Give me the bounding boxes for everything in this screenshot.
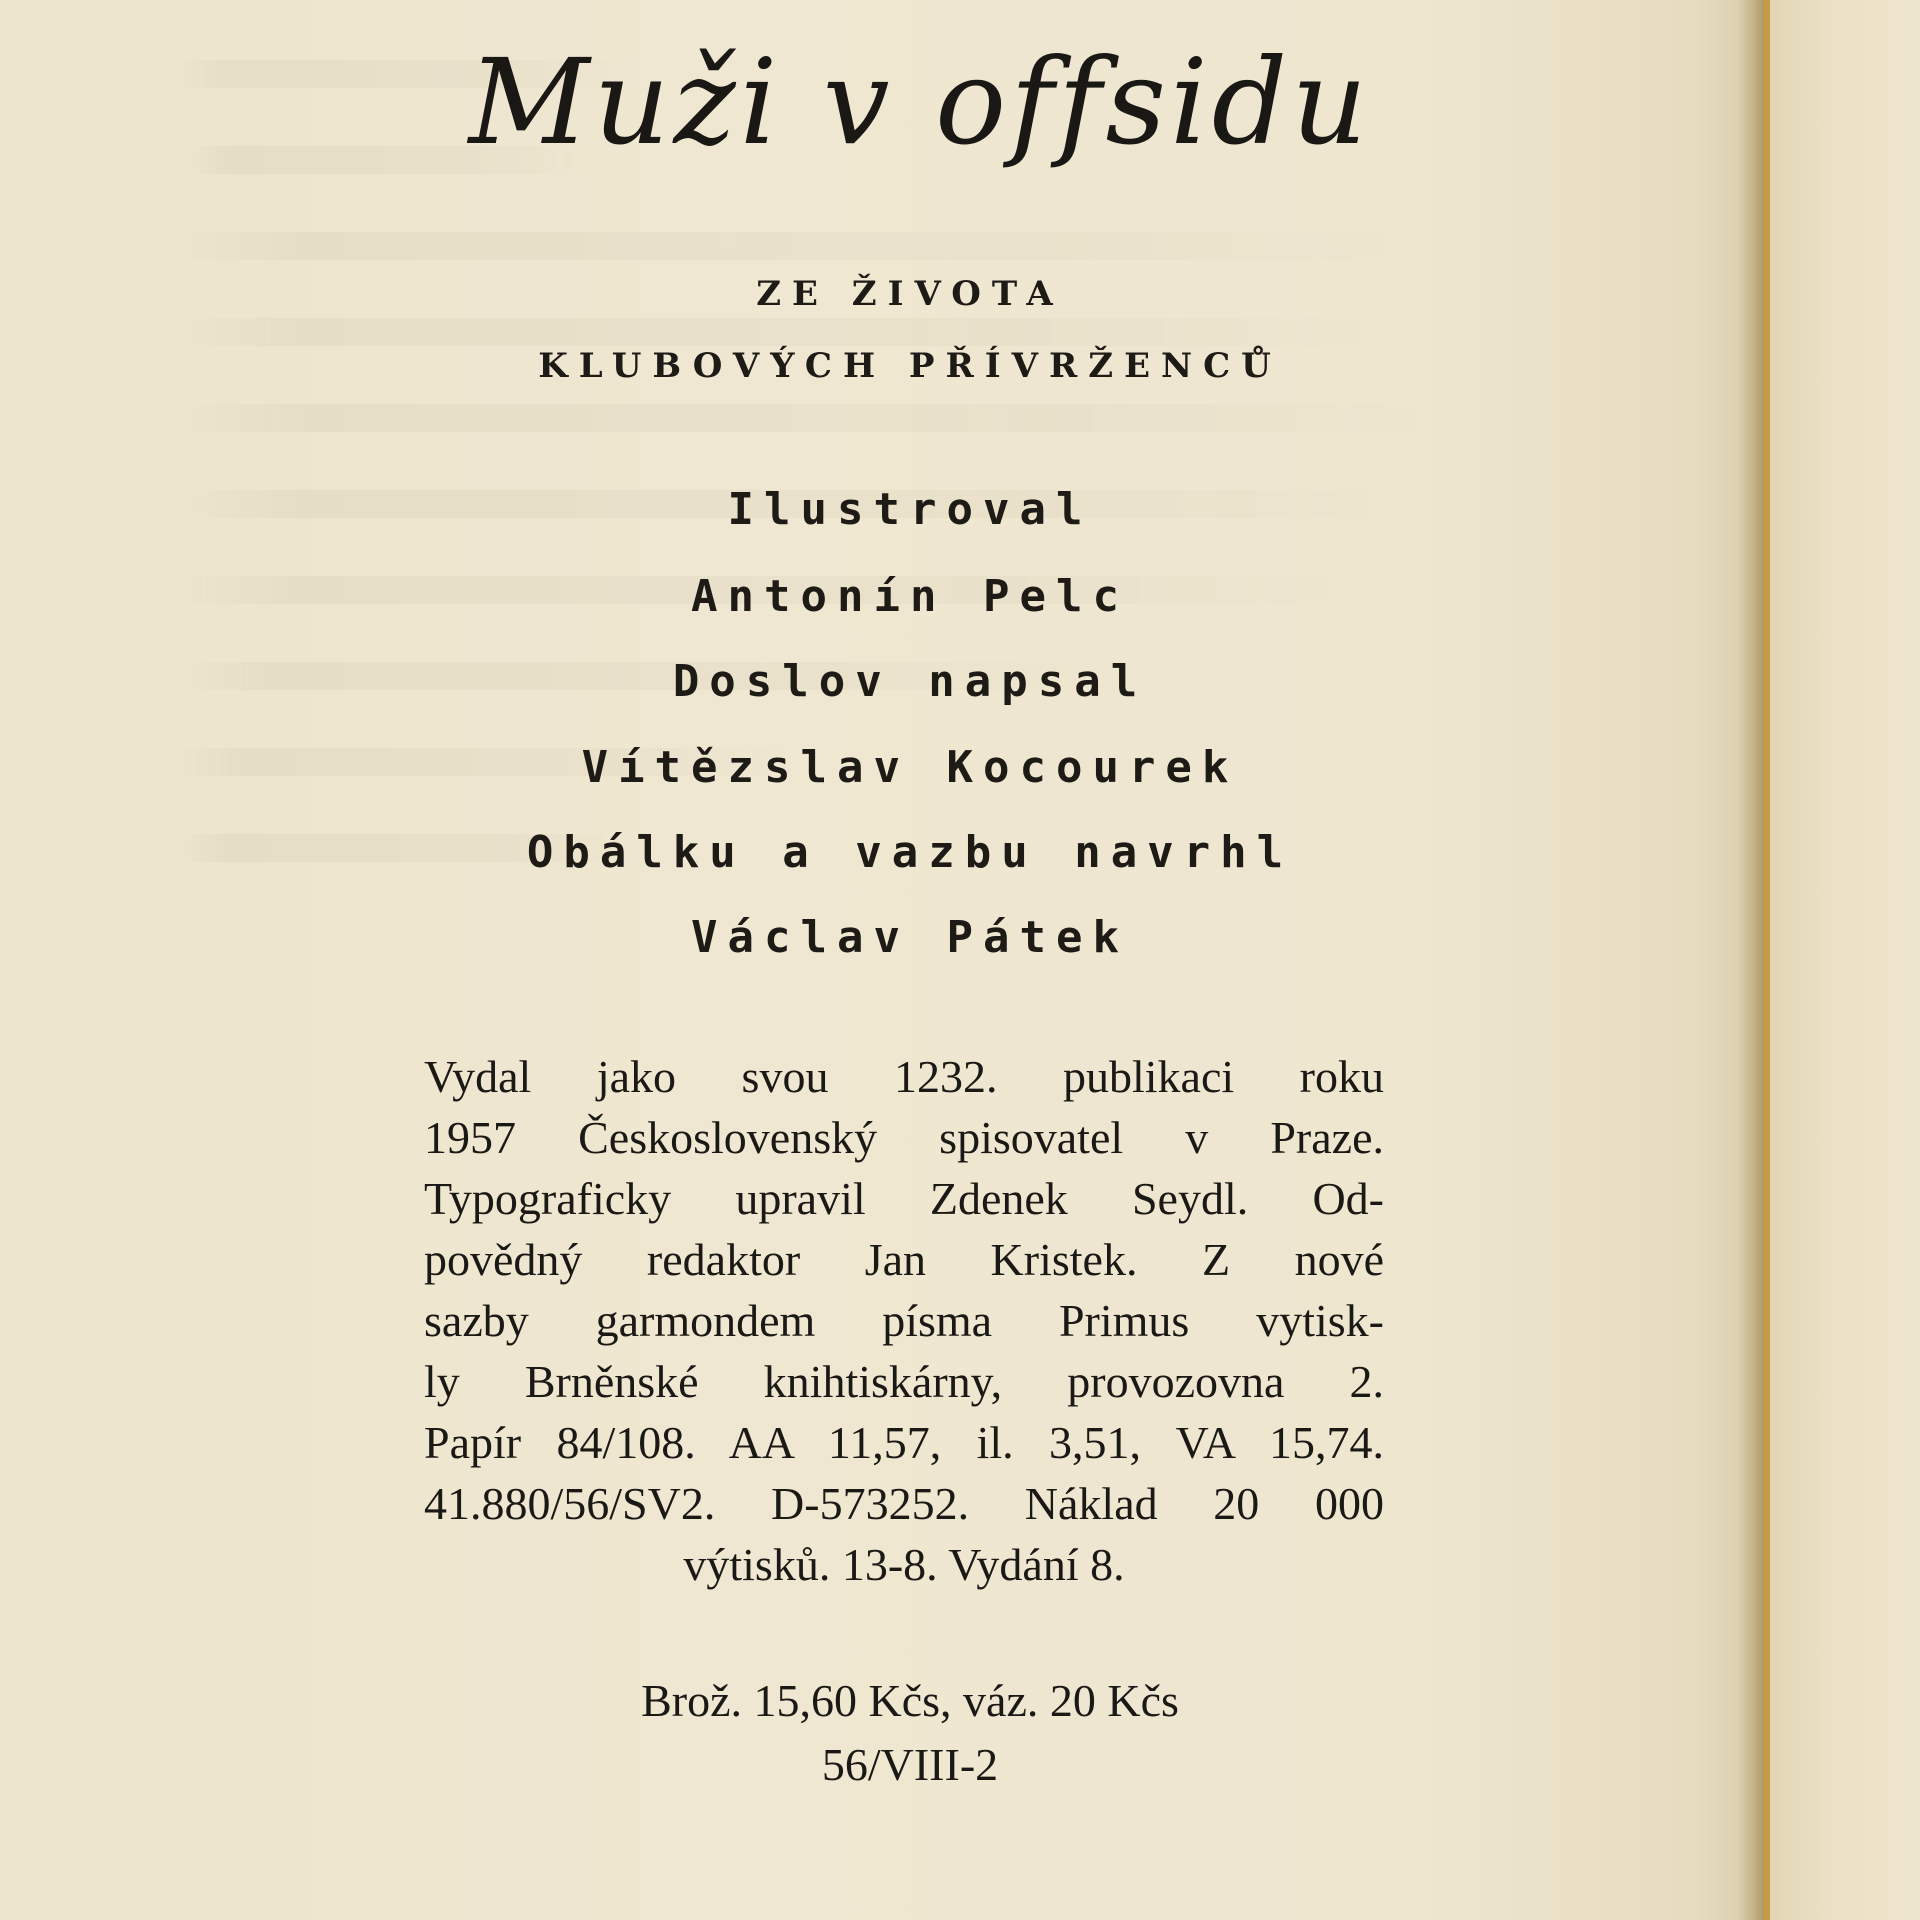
credit-name-illustrator: Antonín Pelc	[691, 571, 1129, 622]
credit-label-illustrator: Ilustroval	[727, 484, 1093, 535]
imprint-line: sazby garmondem písma Primus vytisk-	[424, 1295, 1384, 1346]
book-title: Muži v offsidu	[468, 33, 1372, 171]
imprint-line: povědný redaktor Jan Kristek. Z nové	[424, 1234, 1384, 1285]
credit-name-cover: Václav Pátek	[691, 912, 1129, 963]
imprint-line: Papír 84/108. AA 11,57, il. 3,51, VA 15,74.	[424, 1417, 1384, 1468]
credit-label-cover: Obálku a vazbu navrhl	[526, 827, 1294, 878]
imprint-line: výtisků. 13-8. Vydání 8.	[683, 1539, 1125, 1590]
subtitle-line-2: KLUBOVÝCH PŘÍVRŽENCŮ	[538, 346, 1282, 386]
imprint-line: 41.880/56/SV2. D-573252. Náklad 20 000	[424, 1478, 1384, 1529]
imprint-line: Typograficky upravil Zdenek Seydl. Od-	[424, 1173, 1384, 1224]
credit-label-afterword: Doslov napsal	[672, 656, 1148, 707]
imprint-paragraph	[424, 1046, 1384, 1595]
credit-name-afterword: Vítězslav Kocourek	[581, 742, 1239, 793]
imprint-line: 1957 Československý spisovatel v Praze.	[424, 1112, 1384, 1163]
facing-page	[1770, 0, 1920, 1920]
imprint-line: ly Brněnské knihtiskárny, provozovna 2.	[424, 1356, 1384, 1407]
subtitle-line-1: ZE ŽIVOTA	[756, 274, 1064, 314]
price-line: Brož. 15,60 Kčs, váz. 20 Kčs	[641, 1675, 1179, 1726]
catalog-number: 56/VIII-2	[821, 1739, 999, 1790]
imprint-line: Vydal jako svou 1232. publikaci roku	[424, 1051, 1384, 1102]
